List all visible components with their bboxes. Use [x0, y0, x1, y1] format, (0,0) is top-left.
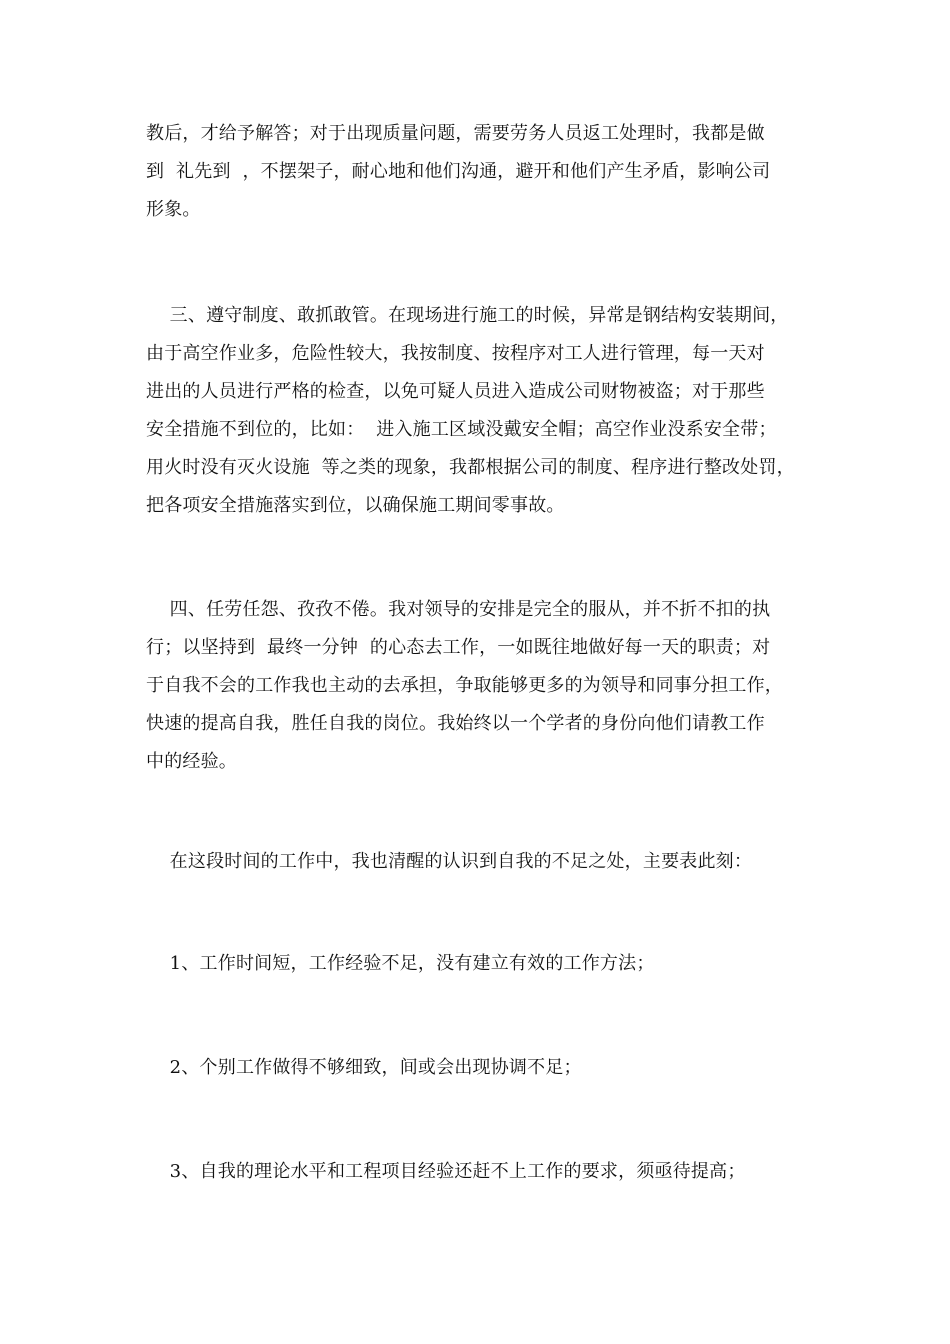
text-line: 由于高空作业多，危险性较大，我按制度、按程序对工人进行管理，每一天对 — [146, 343, 765, 364]
text-line: 三、遵守制度、敢抓敢管。在现场进行施工的时候，异常是钢结构安装期间， — [146, 305, 789, 326]
shortcoming-item: 2、个别工作做得不够细致，间或会出现协调不足； — [146, 1057, 582, 1078]
text-line: 于自我不会的工作我也主动的去承担，争取能够更多的为领导和同事分担工作， — [146, 675, 783, 696]
text-line: 形象。 — [146, 199, 201, 220]
text-line: 用火时没有灭火设施 等之类的现象，我都根据公司的制度、程序进行整改处罚， — [146, 457, 795, 478]
text-line: 四、任劳任怨、孜孜不倦。我对领导的安排是完全的服从，并不折不扣的执 — [146, 599, 771, 620]
text-line: 行；以坚持到 最终一分钟 的心态去工作，一如既往地做好每一天的职责；对 — [146, 637, 771, 658]
shortcoming-item: 1、工作时间短，工作经验不足，没有建立有效的工作方法； — [146, 953, 655, 974]
text-line: 快速的提高自我，胜任自我的岗位。我始终以一个学者的身份向他们请教工作 — [146, 713, 765, 734]
shortcoming-item: 3、自我的理论水平和工程项目经验还赶不上工作的要求，须亟待提高； — [146, 1161, 746, 1182]
text-line: 教后，才给予解答；对于出现质量问题，需要劳务人员返工处理时，我都是做 — [146, 123, 765, 144]
text-line: 到 礼先到 ，不摆架子，耐心地和他们沟通，避开和他们产生矛盾，影响公司 — [146, 161, 771, 182]
shortcomings-intro: 在这段时间的工作中，我也清醒的认识到自我的不足之处，主要表此刻： — [146, 851, 753, 872]
text-line: 安全措施不到位的，比如： 进入施工区域没戴安全帽；高空作业没系安全带； — [146, 419, 777, 440]
text-line: 进出的人员进行严格的检查，以免可疑人员进入造成公司财物被盗；对于那些 — [146, 381, 765, 402]
text-line: 中的经验。 — [146, 751, 237, 772]
text-line: 把各项安全措施落实到位，以确保施工期间零事故。 — [146, 495, 565, 516]
